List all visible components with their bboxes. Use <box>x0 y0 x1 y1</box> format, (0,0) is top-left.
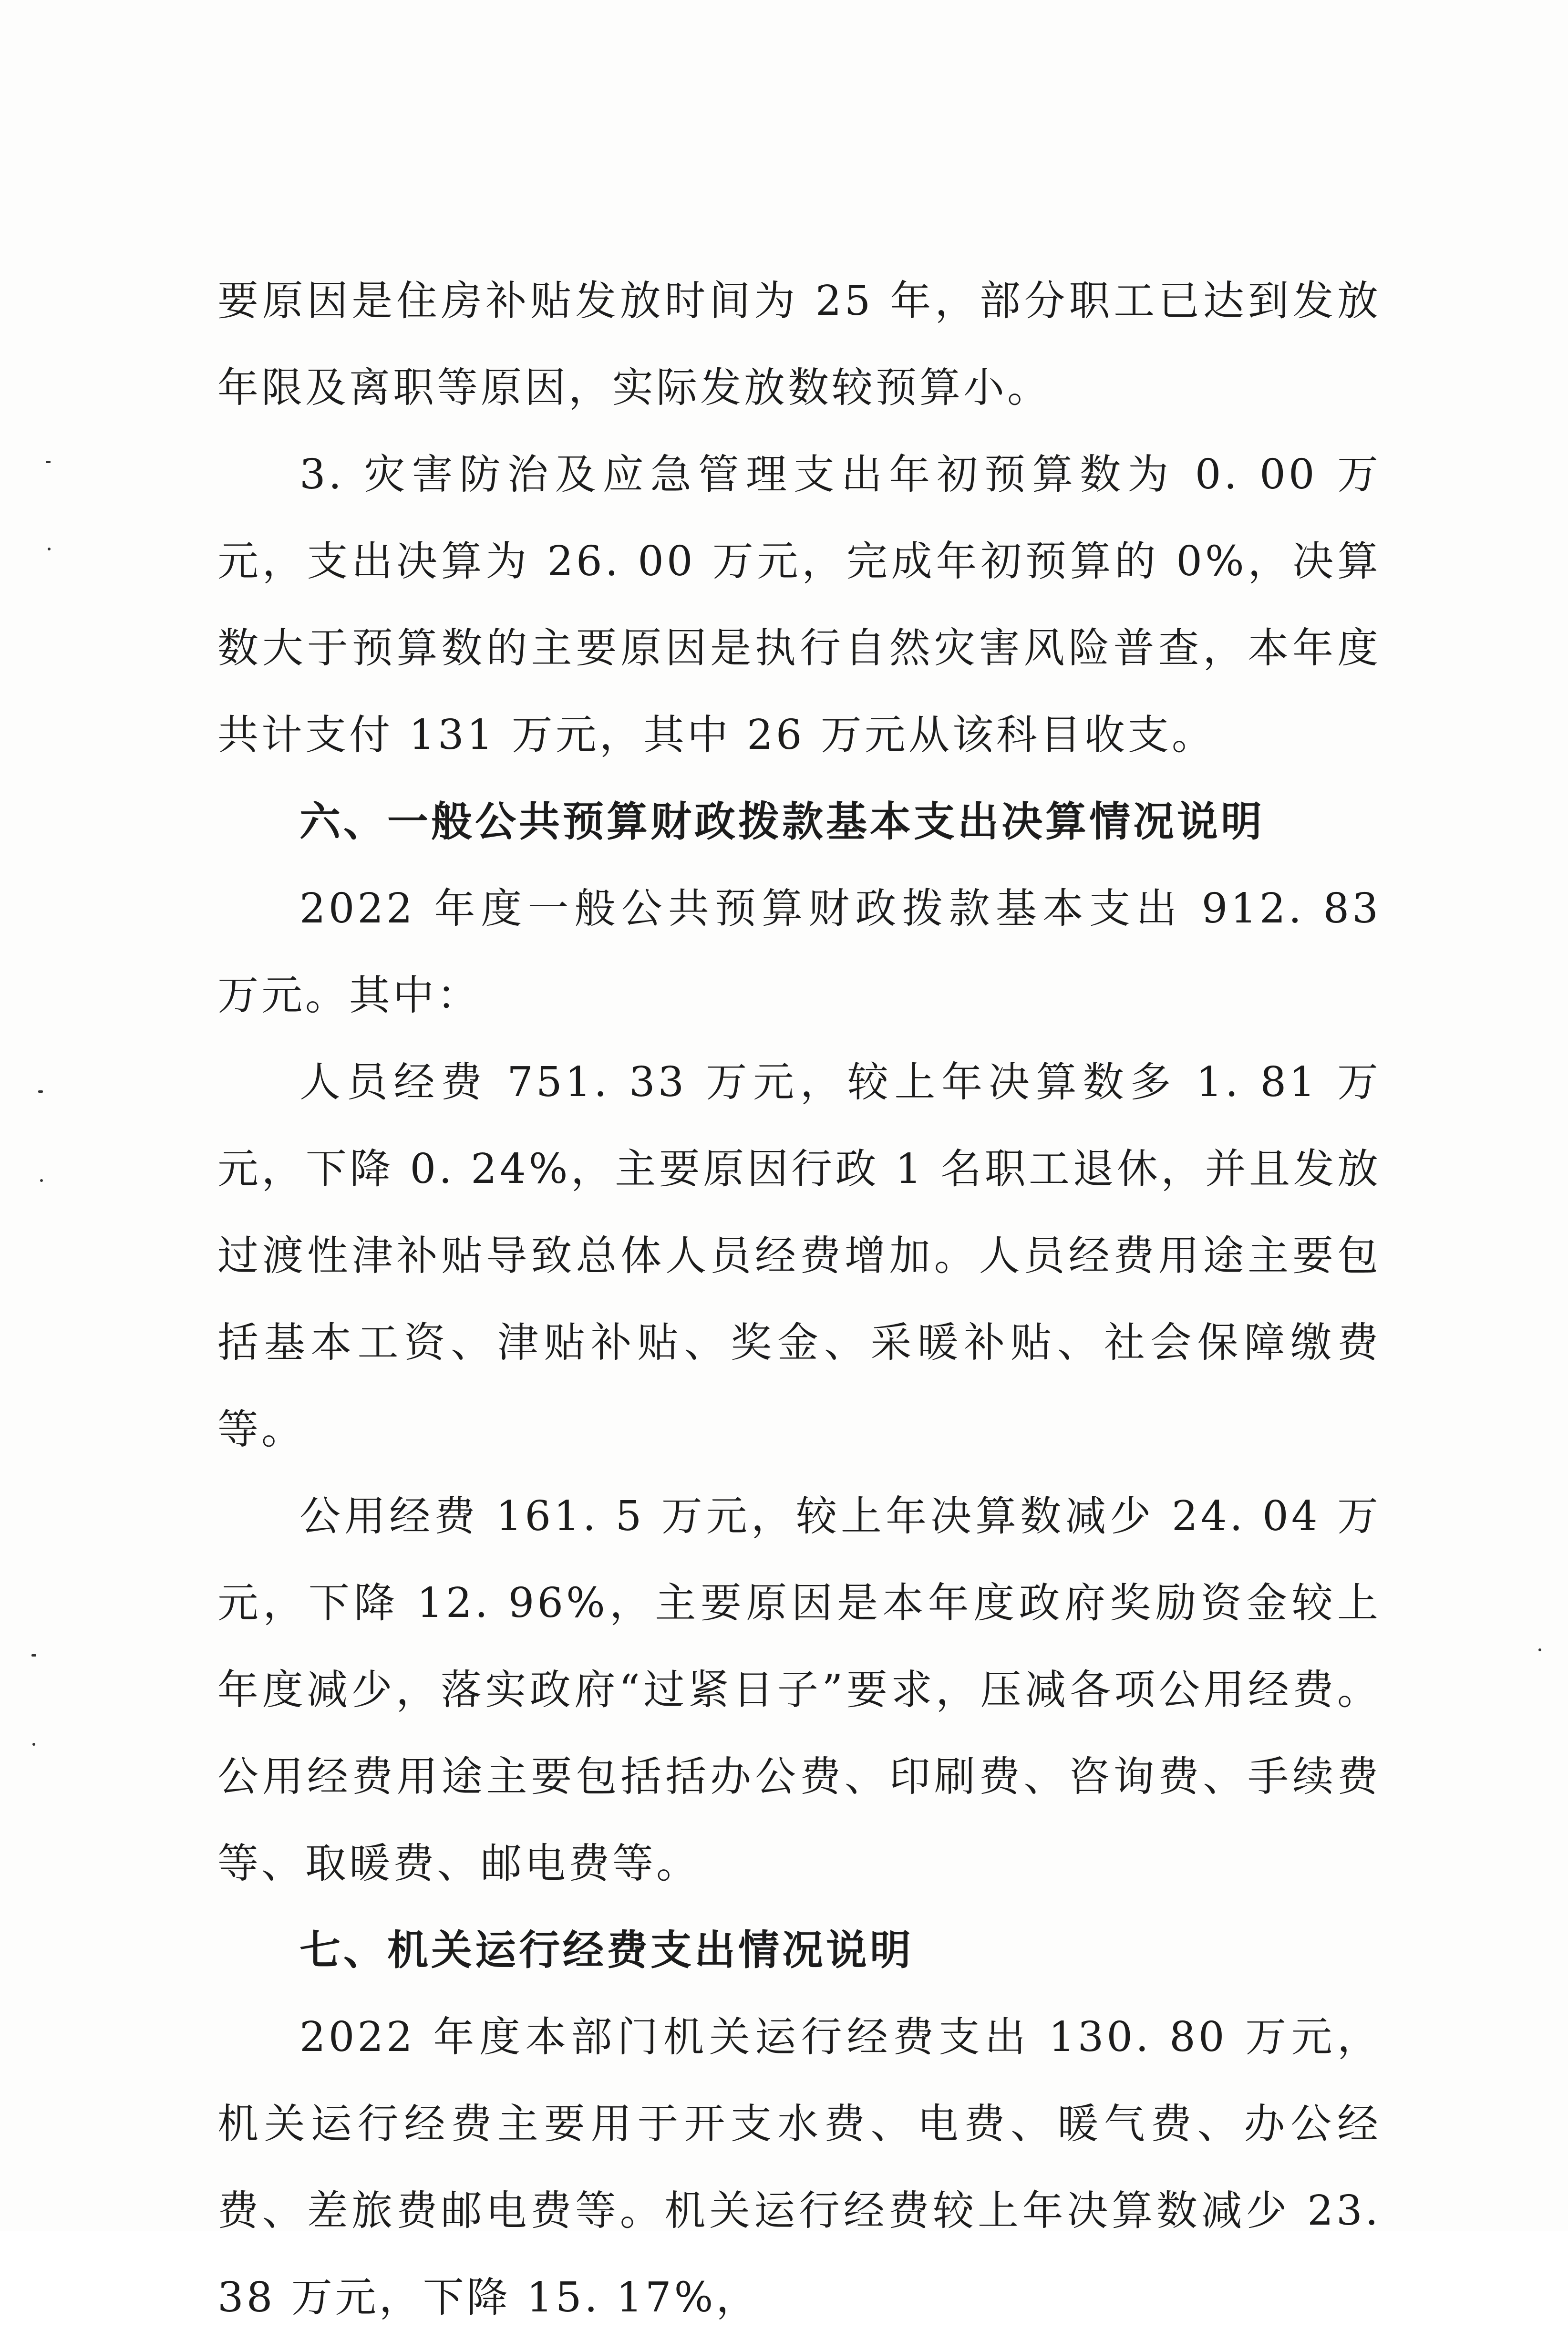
scan-mark <box>32 1743 35 1746</box>
paragraph-operating-expenses: 2022 年度本部门机关运行经费支出 130. 80 万元，机关运行经费主要用于开支水费、电费、暖气费、办公经费、差旅费邮电费等。机关运行经费较上年决算数减少 23. 38 万元，下降 15. 17%， <box>217 2013 1381 2321</box>
scan-mark <box>38 1090 43 1093</box>
section-heading-operating-expenses: 七、机关运行经费支出情况说明 <box>299 1927 914 1974</box>
section-heading-basic-expenditure: 六、一般公共预算财政拨款基本支出决算情况说明 <box>299 798 1265 846</box>
scan-mark <box>40 1179 43 1182</box>
scan-mark <box>48 548 51 550</box>
paragraph-disaster-prevention: 3. 灾害防治及应急管理支出年初预算数为 0. 00 万元，支出决算为 26. 00 万元，完成年初预算的 0%，决算数大于预算数的主要原因是执行自然灾害风险普查，本年度共计支付 131 万元，其中 26 万元从该科目收支。 <box>217 451 1381 759</box>
paragraph-personnel-expenses: 人员经费 751. 33 万元，较上年决算数多 1. 81 万元，下降 0. 24%，主要原因行政 1 名职工退休，并且发放过渡性津补贴导致总体人员经费增加。人员经费用途主要包括基本工资、津贴补贴、奖金、采暖补贴、社会保障缴费等。 <box>217 1058 1381 1453</box>
paragraph-public-expenses: 公用经费 161. 5 万元，较上年决算数减少 24. 04 万元，下降 12. 96%，主要原因是本年度政府奖励资金较上年度减少，落实政府“过紧日子”要求，压减各项公用经费。公用经费用途主要包括括办公费、印刷费、咨询费、手续费等、取暖费、邮电费等。 <box>217 1492 1381 1887</box>
paragraph-housing-subsidy-continued: 要原因是住房补贴发放时间为 25 年，部分职工已达到发放年限及离职等原因，实际发放数较预算小。 <box>217 277 1381 412</box>
document-body <box>217 258 1381 2341</box>
scan-mark <box>46 461 51 463</box>
paragraph-basic-expenditure-total: 2022 年度一般公共预算财政拨款基本支出 912. 83 万元。其中： <box>217 885 1381 1019</box>
scan-mark <box>31 1654 36 1657</box>
scan-mark <box>1538 1648 1541 1651</box>
